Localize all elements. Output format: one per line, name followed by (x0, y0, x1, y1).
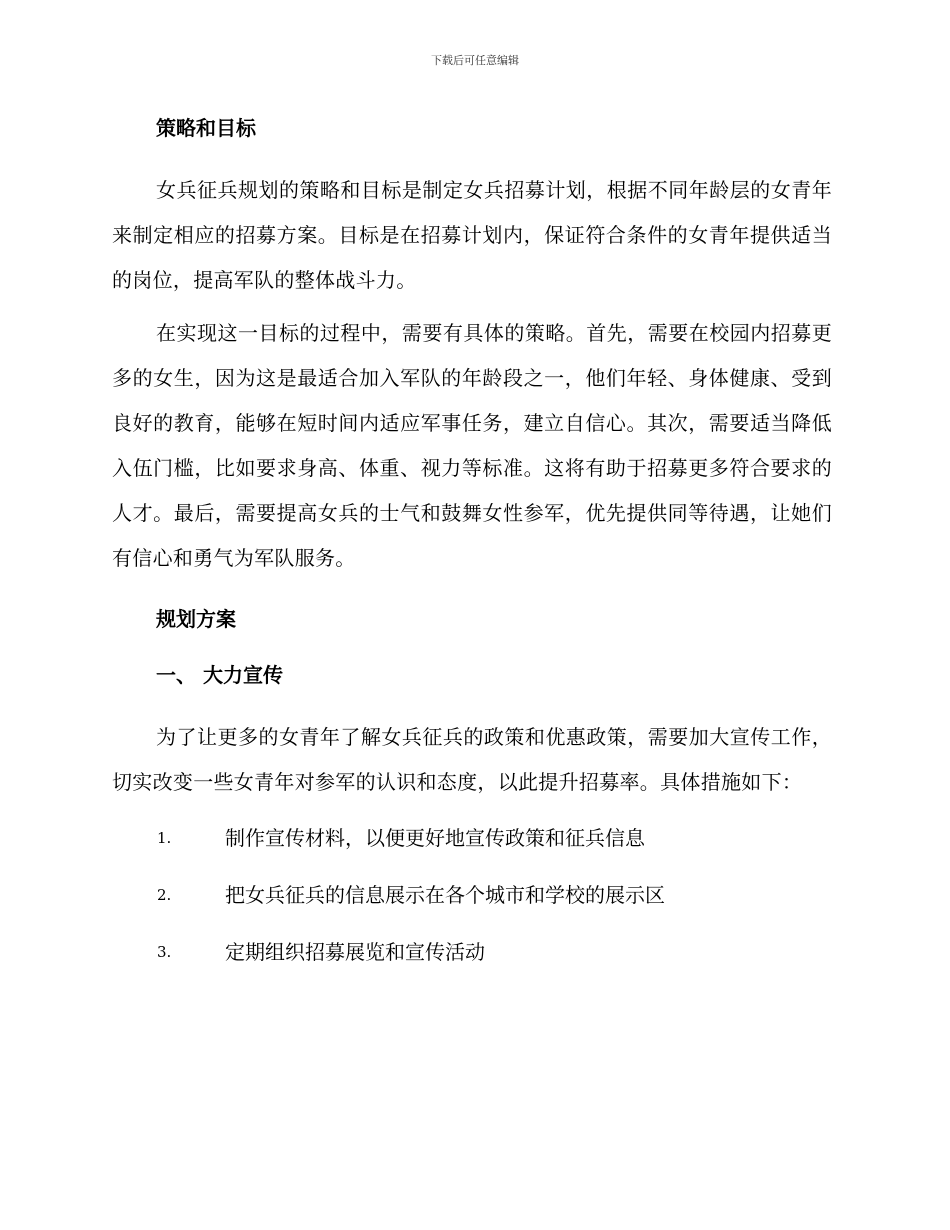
list-item (112, 937, 832, 994)
paragraph-publicity: 为了让更多的女青年了解女兵征兵的政策和优惠政策，需要加大宣传工作，切实改变一些女青年对参军的认识和态度，以此提升招募率。具体措施如下： (112, 725, 832, 794)
paragraph-strategy-goal: 女兵征兵规划的策略和目标是制定女兵招募计划，根据不同年龄层的女青年来制定相应的招募方案。目标是在招募计划内，保证符合条件的女青年提供适当的岗位，提高军队的整体战斗力。 (112, 178, 832, 292)
paragraph-strategy-detail: 在实现这一目标的过程中，需要有具体的策略。首先，需要在校园内招募更多的女生，因为这是最适合加入军队的年龄段之一，他们年轻、身体健康、受到良好的教育，能够在短时间内适应军事任务，建立自信心。其次，需要适当降低入伍门槛，比如要求身高、体重、视力等标准。这将有助于招募更多符合要求的人才。最后，需要提高女兵的士气和鼓舞女性参军，优先提供同等待遇，让她们有信心和勇气为军队服务。 (112, 321, 832, 570)
strategy-heading: 策略和目标 (156, 116, 256, 140)
list-item-text: 制作宣传材料，以便更好地宣传政策和征兵信息 (225, 826, 645, 850)
plan-heading: 规划方案 (156, 607, 236, 631)
list-item (112, 823, 832, 880)
sub-heading-publicity: 一、 大力宣传 (156, 663, 283, 687)
list-item-text: 把女兵征兵的信息展示在各个城市和学校的展示区 (225, 883, 665, 907)
list-item-text: 定期组织招募展览和宣传活动 (225, 940, 485, 964)
measures-list (112, 823, 832, 994)
list-item-number: 2. (157, 886, 172, 904)
page-header-note: 下载后可任意编辑 (431, 54, 519, 67)
document-body (112, 112, 832, 994)
list-item (112, 880, 832, 937)
list-item-number: 1. (157, 829, 172, 847)
list-item-number: 3. (157, 943, 172, 961)
